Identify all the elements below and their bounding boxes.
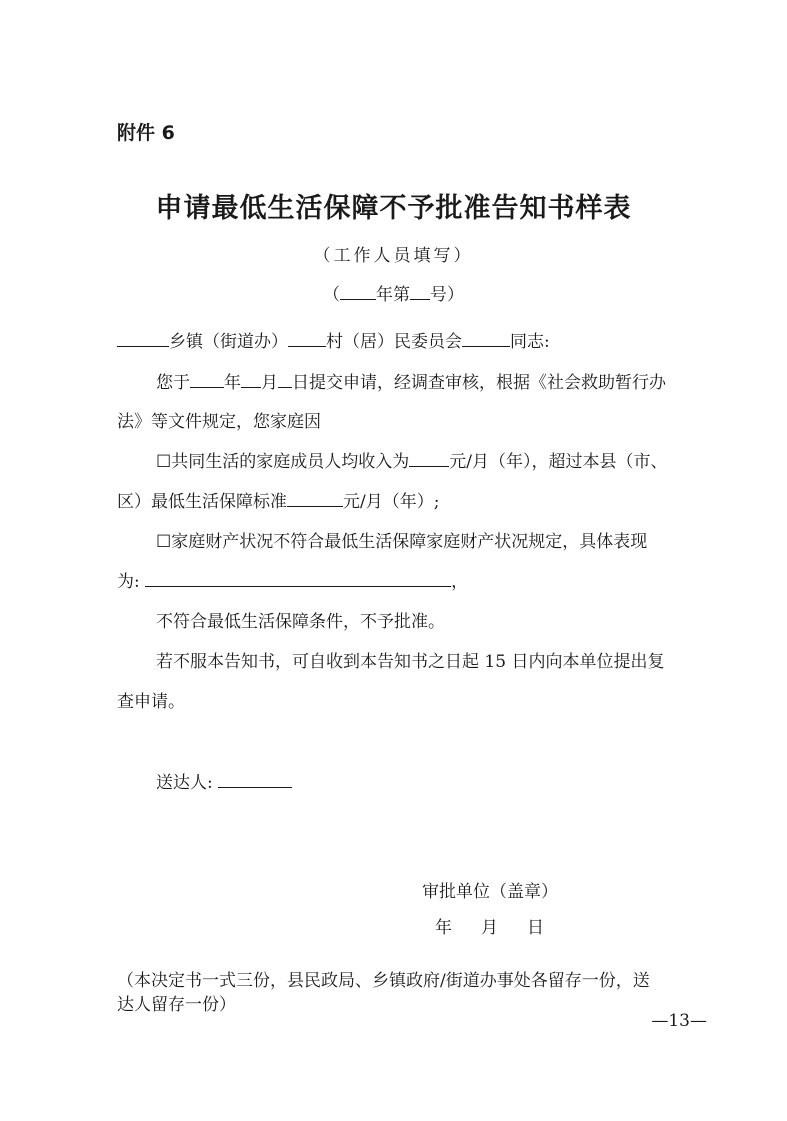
option2-label: 为: (117, 572, 140, 592)
option2-line2 (117, 567, 468, 592)
apply-year-blank (190, 369, 224, 388)
number-year: 年第 (376, 285, 410, 305)
number-open: （ (323, 285, 340, 305)
number-blank (410, 281, 430, 300)
deliverer-blank (218, 769, 292, 788)
addressee-town: 乡镇（街道办） (169, 332, 288, 352)
para1-rest: 日提交申请，经调查审核，根据《社会救助暂行办 (292, 373, 666, 393)
para1-line1 (156, 368, 666, 393)
appeal-line1: 若不服本告知书，可自收到本告知书之日起 15 日内向本单位提出复 (156, 652, 665, 672)
addressee-comrade: 同志: (510, 332, 550, 352)
detail-blank (145, 568, 451, 587)
document-number-line (0, 280, 787, 305)
option1-line2b: 元/月（年）; (343, 492, 440, 512)
option2-end: ， (451, 572, 469, 592)
apply-day-blank (278, 369, 292, 388)
apply-month-blank (241, 369, 261, 388)
attachment-label: 附件 6 (117, 122, 175, 144)
income-blank (409, 448, 449, 467)
town-blank (117, 328, 169, 347)
village-blank (288, 328, 326, 347)
option1-checkbox-text: ☐共同生活的家庭成员人均收入为 (156, 452, 410, 472)
footnote-line1: （本决定书一式三份，县民政局、乡镇政府/街道办事处各留存一份，送 (117, 971, 650, 991)
document-subtitle: （工作人员填写） (313, 246, 474, 266)
appeal-line2: 查申请。 (117, 692, 185, 712)
footnote-line2: 达人留存一份） (117, 995, 236, 1015)
addressee-line (117, 327, 550, 352)
page-number: —13— (651, 1011, 707, 1031)
approval-unit: 审批单位（盖章） (422, 882, 558, 902)
deliverer-line (156, 768, 292, 793)
name-blank (462, 328, 510, 347)
option2-line1: ☐家庭财产状况不符合最低生活保障家庭财产状况规定，具体表现 (156, 532, 648, 552)
year-blank (340, 281, 376, 300)
option1-line1 (156, 447, 667, 472)
option1-text2: 元/月（年），超过本县（市、 (449, 452, 668, 472)
option1-line2a: 区）最低生活保障标准 (117, 492, 287, 512)
deliverer-label: 送达人: (156, 773, 213, 793)
para1-line2: 法》等文件规定，您家庭因 (117, 412, 321, 432)
para1-prefix: 您于 (156, 373, 190, 393)
option1-line2 (117, 487, 439, 512)
standard-blank (287, 488, 343, 507)
para1-month: 月 (261, 373, 278, 393)
para1-year: 年 (224, 373, 241, 393)
conclusion-line: 不符合最低生活保障条件，不予批准。 (156, 612, 445, 632)
addressee-village: 村（居）民委员会 (326, 332, 462, 352)
number-close: 号） (430, 285, 464, 305)
approval-date: 年 月 日 (435, 918, 550, 938)
document-title: 申请最低生活保障不予批准告知书样表 (155, 193, 632, 224)
